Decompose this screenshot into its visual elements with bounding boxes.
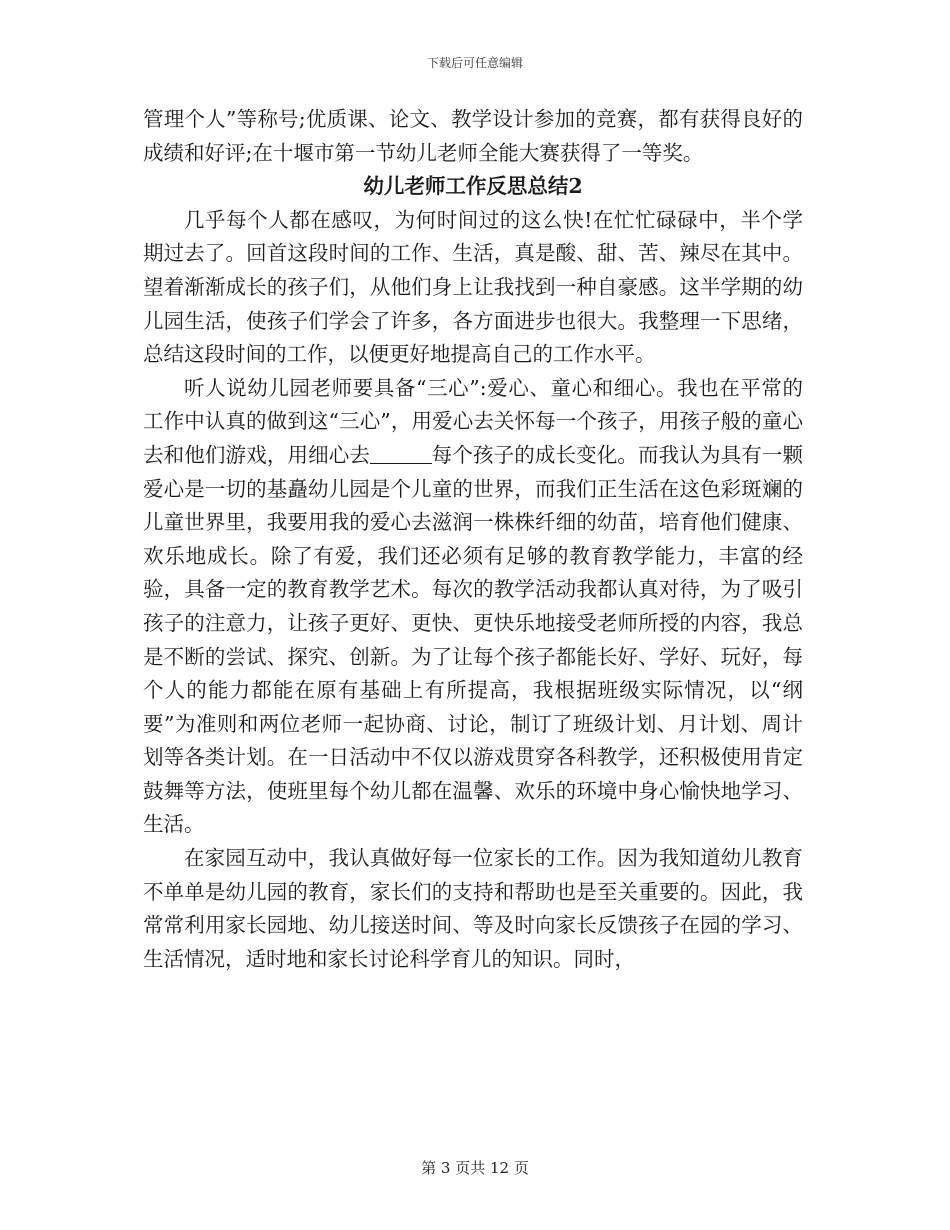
document-body [143, 103, 803, 976]
paragraph-2 [143, 372, 803, 842]
page-header: 下载后可任意编辑 [426, 56, 523, 70]
paragraph-2-part-b: 每个孩子的成长变化。而我认为具有一颗爱心是一切的基矗幼儿园是个儿童的世界，而我们正生活在这色彩斑斓的儿童世界里，我要用我的爱心去滋润一株株纤细的幼苗，培育他们健康、欢乐地成长。除了有爱，我们还必须有足够的教育教学能力，丰富的经验，具备一定的教育教学艺术。每次的教学活动我都认真对待，为了吸引孩子的注意力，让孩子更好、更快、更快乐地接受老师所授的内容，我总是不断的尝试、探究、创新。为了让每个孩子都能长好、学好、玩好，每个人的能力都能在原有基础上有所提高，我根据班级实际情况，以“纲要”为准则和两位老师一起协商、讨论，制订了班级计划、月计划、周计划等各类计划。在一日活动中不仅以游戏贯穿各科教学，还积极使用肯定鼓舞等方法，使班里每个幼儿都在温馨、欢乐的环境中身心愉快地学习、生活。 [143, 442, 804, 837]
section-heading: 幼儿老师工作反思总结2 [363, 174, 583, 199]
fill-in-blank [370, 442, 432, 464]
paragraph-1: 几乎每个人都在感叹，为何时间过的这么快!在忙忙碌碌中，半个学期过去了。回首这段时间的工作、生活，真是酸、甜、苦、辣尽在其中。望着渐渐成长的孩子们，从他们身上让我找到一种自豪感。这半学期的幼儿园生活，使孩子们学会了许多，各方面进步也很大。我整理一下思绪，总结这段时间的工作，以便更好地提高自己的工作水平。 [143, 207, 803, 367]
page-number: 第 3 页共 12 页 [421, 1159, 529, 1177]
paragraph-2-part-a: 听人说幼儿园老师要具备“三心”:爱心、童心和细心。我也在平常的工作中认真的做到这“三心”，用爱心去关怀每一个孩子，用孩子般的童心去和他们游戏，用细心去 [143, 375, 803, 467]
paragraph-3: 在家园互动中，我认真做好每一位家长的工作。因为我知道幼儿教育不单单是幼儿园的教育，家长们的支持和帮助也是至关重要的。因此，我常常利用家长园地、幼儿接送时间、等及时向家长反馈孩子在园的学习、生活情况，适时地和家长讨论科学育儿的知识。同时， [143, 846, 803, 971]
paragraph-continued: 管理个人”等称号;优质课、论文、教学设计参加的竞赛，都有获得良好的成绩和好评;在十堰市第一节幼儿老师全能大赛获得了一等奖。 [143, 107, 803, 165]
